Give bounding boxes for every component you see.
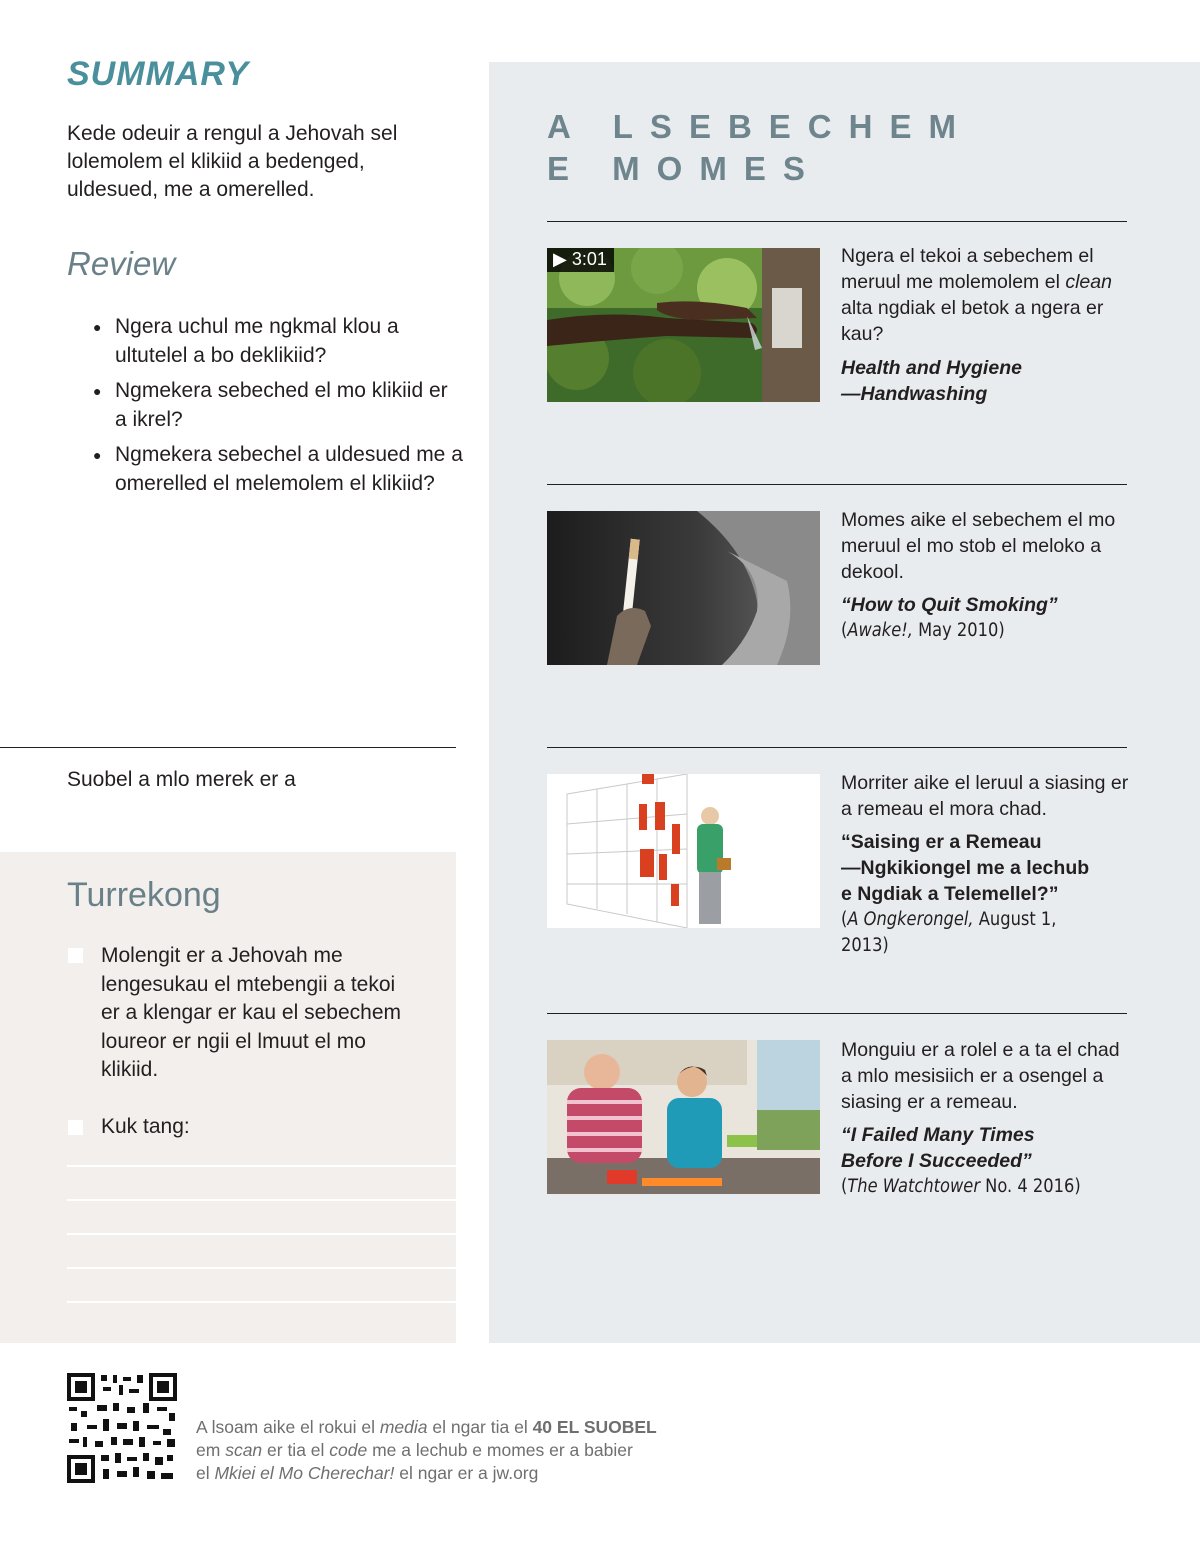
lesson-completed-note: Suobel a mlo merek er a [67,768,296,791]
summary-text: Kede odeuir a rengul a Jehovah sel lolemolem el klikiid a bedenged, uldesued, me a omerelled. [67,122,398,201]
summary-heading: SUMMARY [67,55,250,93]
review-question: ● Ngera uchul me ngkmal klou a ultutelel a bo deklikiid? [93,313,463,370]
write-line[interactable] [67,1233,456,1235]
entry-description: Momes aike el sebechem el mo meruul el mo stob el meloko a dekool. [841,509,1116,583]
divider [547,484,1127,485]
divider [0,747,456,748]
article-image-couple-kitchen [547,1040,820,1194]
review-list [93,313,463,505]
write-line[interactable] [67,1165,456,1167]
entry-description: Ngera el tekoi a sebechem el meruul me molemolem el clean alta ngdiak el betok a ngera er kau? [841,245,1112,345]
qr-code[interactable] [67,1373,177,1483]
review-question: ● Ngmekera sebeched el mo klikiid er a ikrel? [93,377,463,434]
review-question: ● Ngmekera sebechel a uldesued me a omerelled el melemolem el klikiid? [93,441,463,498]
goals-heading: Turrekong [67,876,221,914]
entry-description: Monguiu er a rolel e a ta el chad a mlo mesisiich er a osengel a siasing er a remeau. [841,1039,1120,1113]
goal-checkbox[interactable] [68,1120,83,1135]
divider [547,221,1127,222]
video-duration-badge: ▶ 3:01 [547,248,614,272]
explore-heading: A LSEBECHEM E MOMES [547,108,973,187]
video-title-link[interactable]: Health and Hygiene —Handwashing [841,357,1022,405]
article-image-man-illustration [547,774,820,928]
video-thumbnail-handwashing[interactable] [547,248,820,402]
divider [547,747,1127,748]
article-source: (A Ongkerongel, August 1, 2013) [841,909,1057,956]
entry-description: Morriter aike el leruul a siasing er a remeau el mora chad. [841,772,1129,820]
article-source: (Awake!, May 2010) [841,620,1005,641]
write-line[interactable] [67,1301,456,1303]
write-line[interactable] [67,1199,456,1201]
article-title-link[interactable]: “How to Quit Smoking” [841,594,1058,616]
article-image-cigarette [547,511,820,665]
article-title-link[interactable]: “Saising er a Remeau —Ngkikiongel me a lechub e Ngdiak a Telemellel?” [841,831,1090,905]
goal-text: Molengit er a Jehovah me lengesukau el mtebengii a tekoi er a klengar er kau el sebechem loureor er ngii el lmuut el mo klikiid. [101,944,401,1081]
footer-note: A lsoam aike el rokui el media el ngar tia el 40 EL SUOBEL em scan er tia el code me a lechub e momes er a babier el Mkiei el Mo Cherechar! el ngar er a jw.org [196,1417,657,1483]
review-heading: Review [67,245,176,282]
goals-panel [0,852,456,1343]
divider [547,1013,1127,1014]
write-line[interactable] [67,1267,456,1269]
article-title-link[interactable]: “I Failed Many Times Before I Succeeded” [841,1124,1035,1172]
goal-checkbox[interactable] [68,948,83,963]
goal-text: Kuk tang: [101,1115,190,1138]
article-source: (The Watchtower No. 4 2016) [841,1176,1081,1197]
